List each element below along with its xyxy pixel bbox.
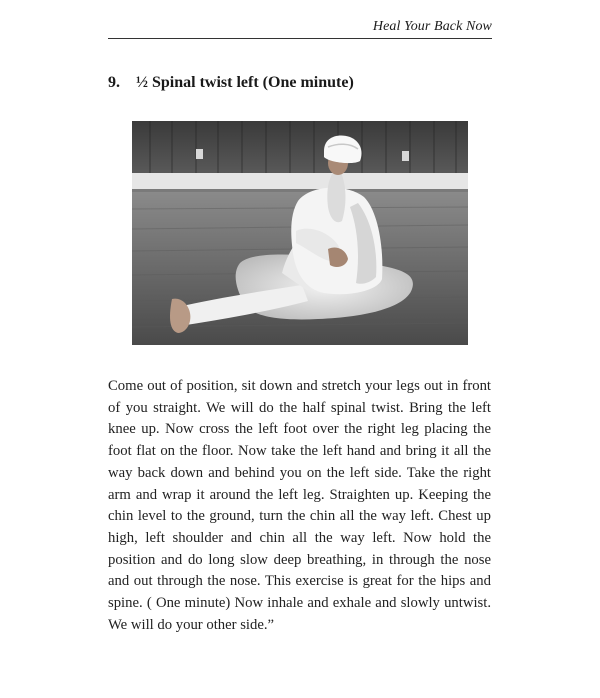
exercise-instructions: Come out of position, sit down and stretch your legs out in front of you straight. We will do the half spinal twist. Bring the left knee up. Now cross the left foot over the right leg placing the foot flat on the floor. Now take the left hand and bring it all the way back down and behind you on the left side. Take the right arm and wrap it around the left leg. Straighten up. Keeping the chin level to the ground, turn the chin all the way left. Chest up high, left shoulder and chin all the way left. Now hold the position and do long slow deep breathing, in through the nose and out through the nose. This exercise is great for the hips and spine. ( One minute) Now inhale and exhale and slowly untwist. We will do your other side.” bbox=[108, 378, 491, 633]
photo-illustration bbox=[132, 121, 468, 345]
running-title: Heal Your Back Now bbox=[372, 19, 492, 34]
exercise-photo bbox=[132, 121, 468, 345]
section-heading bbox=[108, 74, 354, 92]
section-number: 9. bbox=[108, 74, 120, 91]
running-header bbox=[108, 18, 492, 39]
section-title: ½ Spinal twist left (One minute) bbox=[136, 74, 354, 91]
